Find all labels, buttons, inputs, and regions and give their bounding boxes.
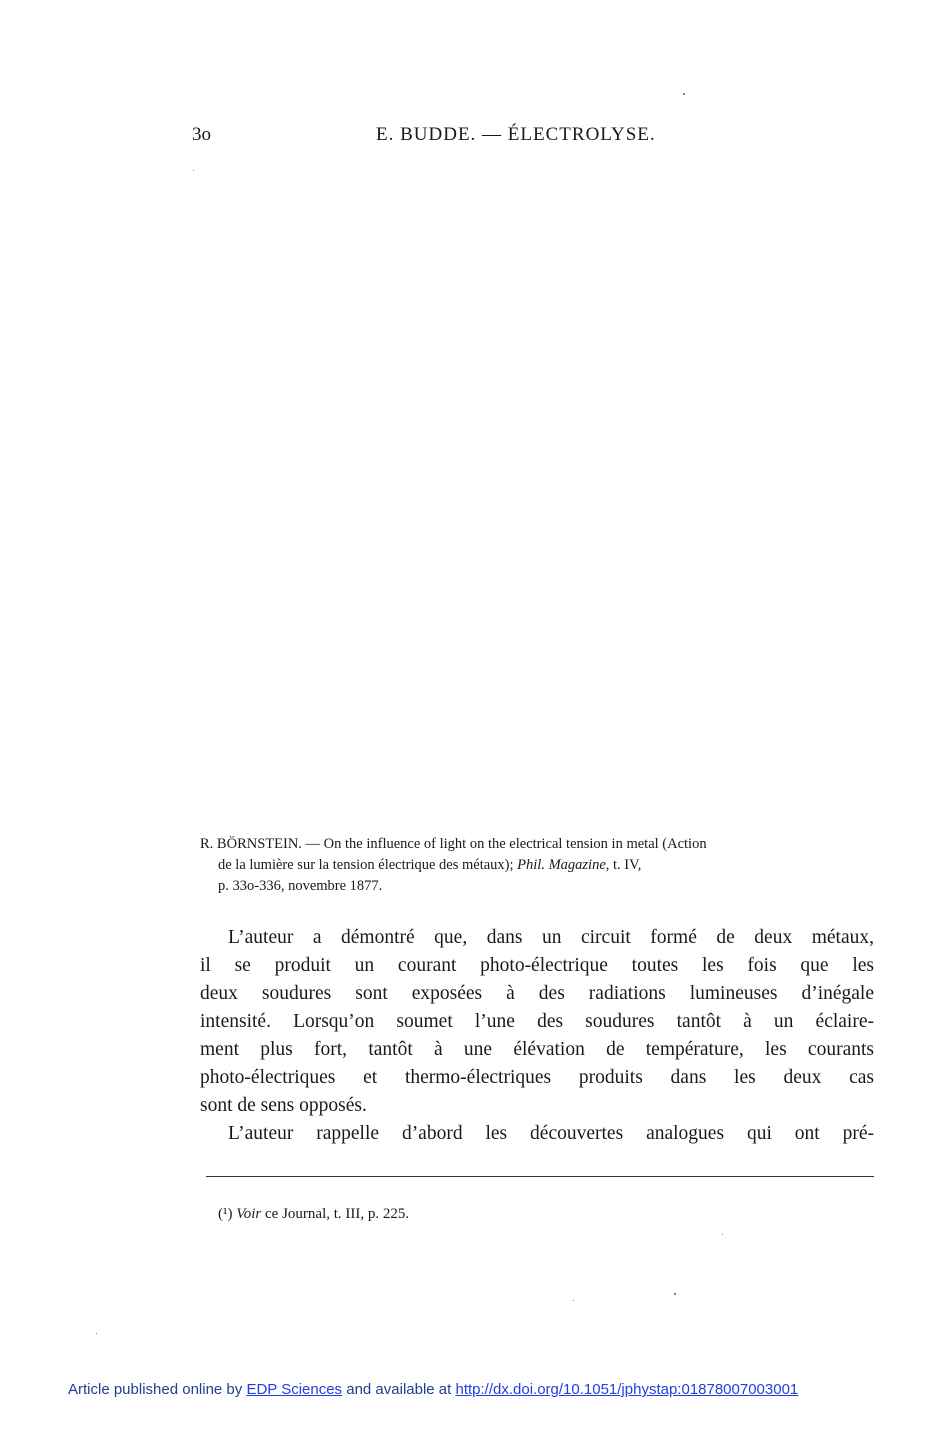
body-line: sont de sens opposés. [200,1095,367,1116]
scan-speck [683,93,685,95]
body-line: L’auteur rappelle d’abord les découvertes analogues qui ont pré- [228,1123,874,1144]
body-line: ment plus fort, tantôt à une élévation de température, les courants [200,1039,874,1060]
footnote-rule [206,1176,874,1177]
running-title: E. BUDDE. — ÉLECTROLYSE. [376,124,656,145]
reference-line-3: p. 33o-336, novembre 1877. [218,878,383,894]
scan-speck [96,1333,97,1334]
body-line: il se produit un courant photo-électrique toutes les fois que les [200,955,874,976]
reference-line-2 [200,855,872,876]
journal-title: Phil. Magazine, [517,857,610,873]
reference-volume: t. IV, [609,857,642,873]
body-line: intensité. Lorsqu’on soumet l’une des soudures tantôt à un éclaire- [200,1011,874,1032]
doi-link[interactable]: http://dx.doi.org/10.1051/jphystap:01878007003001 [455,1381,799,1398]
scan-speck [674,1293,676,1295]
scan-speck [573,1300,574,1301]
body-line: L’auteur a démontré que, dans un circuit formé de deux métaux, [228,927,874,948]
body-paragraphs [200,924,874,1148]
page-number: 3o [192,124,211,145]
footer-middle: and available at [342,1381,456,1398]
reference-line-2-text: de la lumière sur la tension électrique des métaux); [218,857,518,873]
footnote-text: ce Journal, t. III, p. 225. [261,1206,410,1222]
footnote-italic: Voir [236,1206,262,1222]
body-line: deux soudures sont exposées à des radiations lumineuses d’inégale [200,983,874,1004]
reference-line-1: R. BÖRNSTEIN. — On the influence of light on the electrical tension in metal (Action [200,836,707,852]
publisher-link[interactable]: EDP Sciences [246,1381,343,1398]
footer-prefix: Article published online by [68,1381,247,1398]
scan-speck [722,1234,723,1235]
footnote-marker: (¹) [218,1206,237,1222]
publication-footer [68,1381,798,1398]
scan-speck [193,170,194,171]
footnote [218,1206,409,1223]
body-line: photo-électriques et thermo-électriques produits dans les deux cas [200,1067,874,1088]
bibliographic-reference [200,834,872,897]
